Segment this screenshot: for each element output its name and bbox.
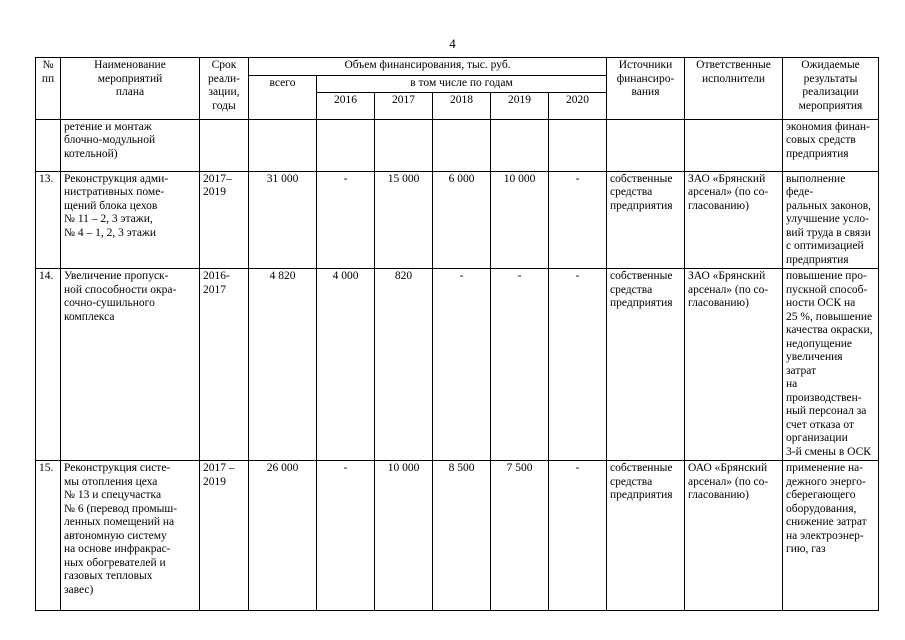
header-year-2020: 2020 bbox=[549, 92, 607, 119]
table-row bbox=[36, 269, 879, 461]
table-row bbox=[36, 119, 879, 171]
cell-term: 2017– 2019 bbox=[200, 171, 249, 269]
header-sources: Источники финансиро- вания bbox=[607, 58, 685, 120]
cell-results: применение на- дежного энерго- сберегающего оборудования, снижение затрат на электроэнер- гию, газ bbox=[783, 461, 879, 611]
cell-sources: собственные средства предприятия bbox=[607, 461, 685, 611]
cell-2017: 15 000 bbox=[375, 171, 433, 269]
header-name: Наименование мероприятий плана bbox=[61, 58, 200, 120]
header-year-2017: 2017 bbox=[375, 92, 433, 119]
cell-sources bbox=[607, 119, 685, 171]
cell-term: 2017 – 2019 bbox=[200, 461, 249, 611]
cell-total: 4 820 bbox=[249, 269, 317, 461]
cell-2020: - bbox=[549, 171, 607, 269]
financing-plan-table bbox=[35, 57, 879, 611]
cell-sources: собственные средства предприятия bbox=[607, 171, 685, 269]
cell-2016: - bbox=[317, 171, 375, 269]
cell-responsible bbox=[685, 119, 783, 171]
cell-2016: 4 000 bbox=[317, 269, 375, 461]
cell-responsible: ЗАО «Брянский арсенал» (по со- гласованию) bbox=[685, 171, 783, 269]
cell-2020 bbox=[549, 119, 607, 171]
cell-name: Реконструкция систе- мы отопления цеха № 13 и спецучастка № 6 (перевод промыш- ленных помещений на автономную систему на основе инфракрас- ных обогревателей и газовых тепловых завес) bbox=[61, 461, 200, 611]
cell-2017 bbox=[375, 119, 433, 171]
cell-responsible: ОАО «Брянский арсенал» (по со- гласованию) bbox=[685, 461, 783, 611]
cell-2019: 7 500 bbox=[491, 461, 549, 611]
cell-results: выполнение феде- ральных законов, улучшение усло- вий труда в связи с оптимизацией предприятия bbox=[783, 171, 879, 269]
header-year-2018: 2018 bbox=[433, 92, 491, 119]
header-total: всего bbox=[249, 76, 317, 120]
cell-number: 15. bbox=[36, 461, 61, 611]
header-financing-volume: Объем финансирования, тыс. руб. bbox=[249, 58, 607, 76]
header-results: Ожидаемые результаты реализации мероприятия bbox=[783, 58, 879, 120]
cell-total: 26 000 bbox=[249, 461, 317, 611]
cell-number: 13. bbox=[36, 171, 61, 269]
cell-name: Увеличение пропуск- ной способности окра- сочно-сушильного комплекса bbox=[61, 269, 200, 461]
cell-2020: - bbox=[549, 461, 607, 611]
cell-2017: 10 000 bbox=[375, 461, 433, 611]
cell-term: 2016- 2017 bbox=[200, 269, 249, 461]
page-number: 4 bbox=[449, 36, 456, 51]
cell-2016 bbox=[317, 119, 375, 171]
header-number: № пп bbox=[36, 58, 61, 120]
cell-2020: - bbox=[549, 269, 607, 461]
header-by-years: в том числе по годам bbox=[317, 76, 607, 93]
cell-name: ретение и монтаж блочно-модульной котельной) bbox=[61, 119, 200, 171]
cell-term bbox=[200, 119, 249, 171]
cell-2016: - bbox=[317, 461, 375, 611]
cell-sources: собственные средства предприятия bbox=[607, 269, 685, 461]
header-year-2016: 2016 bbox=[317, 92, 375, 119]
cell-2017: 820 bbox=[375, 269, 433, 461]
cell-results: повышение про- пускной способ- ности ОСК на 25 %, повышение качества окраски, недопущение увеличения затрат на производствен- ный персонал за счет отказа от организации 3-й смены в ОСК bbox=[783, 269, 879, 461]
cell-number: 14. bbox=[36, 269, 61, 461]
table-row bbox=[36, 461, 879, 611]
cell-results: экономия финан- совых средств предприятия bbox=[783, 119, 879, 171]
cell-name: Реконструкция адми- нистративных поме- щений блока цехов № 11 – 2, 3 этажи, № 4 – 1, 2, 3 этажи bbox=[61, 171, 200, 269]
cell-2019: 10 000 bbox=[491, 171, 549, 269]
cell-2018: 8 500 bbox=[433, 461, 491, 611]
cell-2018: - bbox=[433, 269, 491, 461]
cell-total bbox=[249, 119, 317, 171]
cell-2018 bbox=[433, 119, 491, 171]
cell-2019 bbox=[491, 119, 549, 171]
cell-responsible: ЗАО «Брянский арсенал» (по со- гласованию) bbox=[685, 269, 783, 461]
header-year-2019: 2019 bbox=[491, 92, 549, 119]
header-term: Срок реали- зации, годы bbox=[200, 58, 249, 120]
cell-2018: 6 000 bbox=[433, 171, 491, 269]
header-responsible: Ответственные исполнители bbox=[685, 58, 783, 120]
cell-total: 31 000 bbox=[249, 171, 317, 269]
table-row bbox=[36, 171, 879, 269]
cell-2019: - bbox=[491, 269, 549, 461]
cell-number bbox=[36, 119, 61, 171]
